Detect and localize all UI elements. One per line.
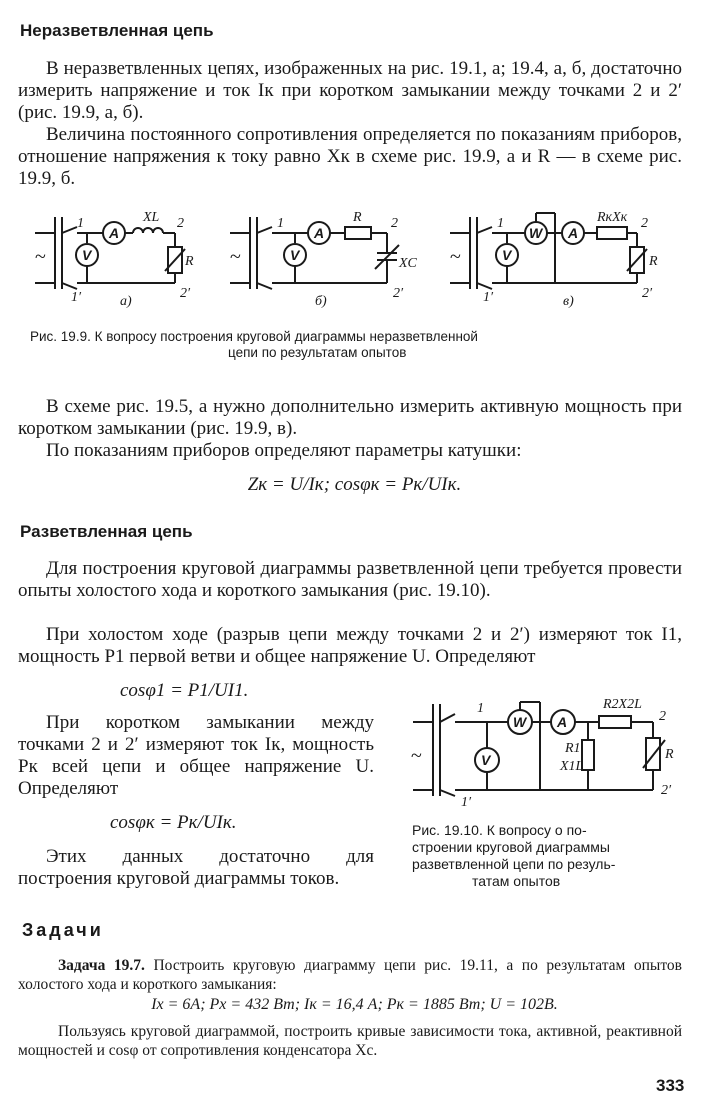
paragraph-7: При коротком замыкании между точками 2 и 2′ измеряют ток Iк, мощность Pк всей цепи и общее напряжение U. Определяют: [18, 712, 374, 799]
wattmeter-label: W: [513, 714, 527, 730]
voltmeter-label-b: V: [290, 247, 300, 263]
panel-label-c: в): [563, 294, 574, 309]
node-1: 1: [477, 701, 484, 716]
tasks-heading: Задачи: [22, 920, 104, 940]
figure-19-10: [403, 690, 693, 810]
node-2: 2: [659, 709, 666, 724]
branch-r1: R1: [565, 741, 581, 756]
caption-line: татам опытов: [472, 873, 561, 889]
task-values: Iх = 6А; Pх = 432 Вт; Iк = 16,4 А; Pк = 1885 Вт; U = 102В.: [151, 996, 558, 1013]
task-title: Задача 19.7.: [58, 957, 145, 974]
paragraph-5: Для построения круговой диаграммы разветвленной цепи требуется провести опыты холостого хода и короткого замыкания (рис. 19.10).: [18, 558, 682, 601]
node-2p-a: 2′: [180, 286, 191, 301]
task-text: Построить круговую диаграмму цепи рис. 19.11, а по результатам опытов холостого хода и короткого замыкания:: [18, 957, 682, 993]
element-r2x2l: R2X2L: [603, 697, 642, 712]
load-xc-b: XC: [399, 256, 417, 271]
node-1-a: 1: [77, 216, 84, 231]
figure-19-9-caption: [30, 329, 680, 361]
source-symbol: ~: [411, 745, 422, 767]
source-symbol-c: ~: [450, 246, 461, 268]
branch-x1l: X1L: [560, 759, 584, 774]
panel-label-b: б): [315, 294, 327, 309]
paragraph-1: В неразветвленных цепях, изображенных на рис. 19.1, а; 19.4, а, б, достаточно измерить напряжение и ток Iк при коротком замыкании между точками 2 и 2′ (рис. 19.9, а, б).: [18, 58, 682, 123]
ammeter-label-b: A: [314, 225, 325, 241]
node-2p: 2′: [661, 783, 672, 798]
node-1-c: 1: [497, 216, 504, 231]
load-r-a: R: [185, 254, 194, 269]
paragraph-2: Величина постоянного сопротивления определяется по показаниям приборов, отношение напряжения к току равно Xк в схеме рис. 19.9, а и R — в схеме рис. 19.9, б.: [18, 124, 682, 189]
ammeter-label: A: [557, 714, 568, 730]
node-1-b: 1: [277, 216, 284, 231]
source-symbol-a: ~: [35, 246, 46, 268]
paragraph-3: В схеме рис. 19.5, а нужно дополнительно измерить активную мощность при коротком замыкании (рис. 19.9, в).: [18, 396, 682, 439]
voltmeter-label: V: [481, 752, 491, 768]
formula-cos-phik: cosφк = Pк/UIк.: [110, 812, 237, 833]
caption-line: Рис. 19.10. К вопросу о по-: [412, 822, 587, 838]
task-text-2: Пользуясь круговой диаграммой, построить кривые зависимости тока, активной, реактивной мощностей и cosφ от сопротивления конденсатора Xc.: [18, 1023, 682, 1059]
node-2p-c: 2′: [642, 286, 653, 301]
figure-19-9: [25, 205, 685, 317]
voltmeter-label-a: V: [82, 247, 92, 263]
paragraph-6: При холостом ходе (разрыв цепи между точками 2 и 2′) измеряют ток I1, мощность P1 первой ветви и общее напряжение U. Определяют: [18, 624, 682, 667]
voltmeter-label-c: V: [502, 247, 512, 263]
node-1p-a: 1′: [71, 290, 82, 305]
ammeter-label-a: A: [109, 225, 120, 241]
node-2-c: 2: [641, 216, 648, 231]
ammeter-label-c: A: [568, 225, 579, 241]
paragraph-4: По показаниям приборов определяют параметры катушки:: [46, 440, 522, 461]
node-2-b: 2: [391, 216, 398, 231]
element-rkxk-c: RкXк: [597, 210, 628, 225]
caption-line: цепи по результатам опытов: [228, 345, 407, 360]
formula-zk: Zк = U/Iк; cosφк = Pк/UIк.: [247, 474, 462, 495]
formula-cos-phi1: cosφ1 = P1/UI1.: [120, 680, 249, 701]
section-heading-unbranched: Неразветвленная цепь: [20, 21, 214, 40]
paragraph-8: Этих данных достаточно для построения круговой диаграммы токов.: [18, 846, 374, 889]
page-number: 333: [656, 1076, 685, 1095]
element-xl-a: XL: [143, 210, 160, 225]
node-1p: 1′: [461, 795, 472, 810]
node-1p-c: 1′: [483, 290, 494, 305]
caption-line: строении круговой диаграммы: [412, 839, 610, 855]
wattmeter-label-c: W: [529, 225, 543, 241]
caption-line: Рис. 19.9. К вопросу построения круговой диаграммы неразветвленной: [30, 329, 478, 344]
node-2-a: 2: [177, 216, 184, 231]
source-symbol-b: ~: [230, 246, 241, 268]
node-2p-b: 2′: [393, 286, 404, 301]
element-r-b: R: [353, 210, 362, 225]
load-r: R: [665, 747, 674, 762]
figure-19-10-caption: [412, 822, 682, 890]
section-heading-branched: Разветвленная цепь: [20, 522, 193, 541]
caption-line: разветвленной цепи по резуль-: [412, 856, 616, 872]
task-19-7: [18, 956, 682, 994]
panel-label-a: а): [120, 294, 132, 309]
load-r-c: R: [649, 254, 658, 269]
